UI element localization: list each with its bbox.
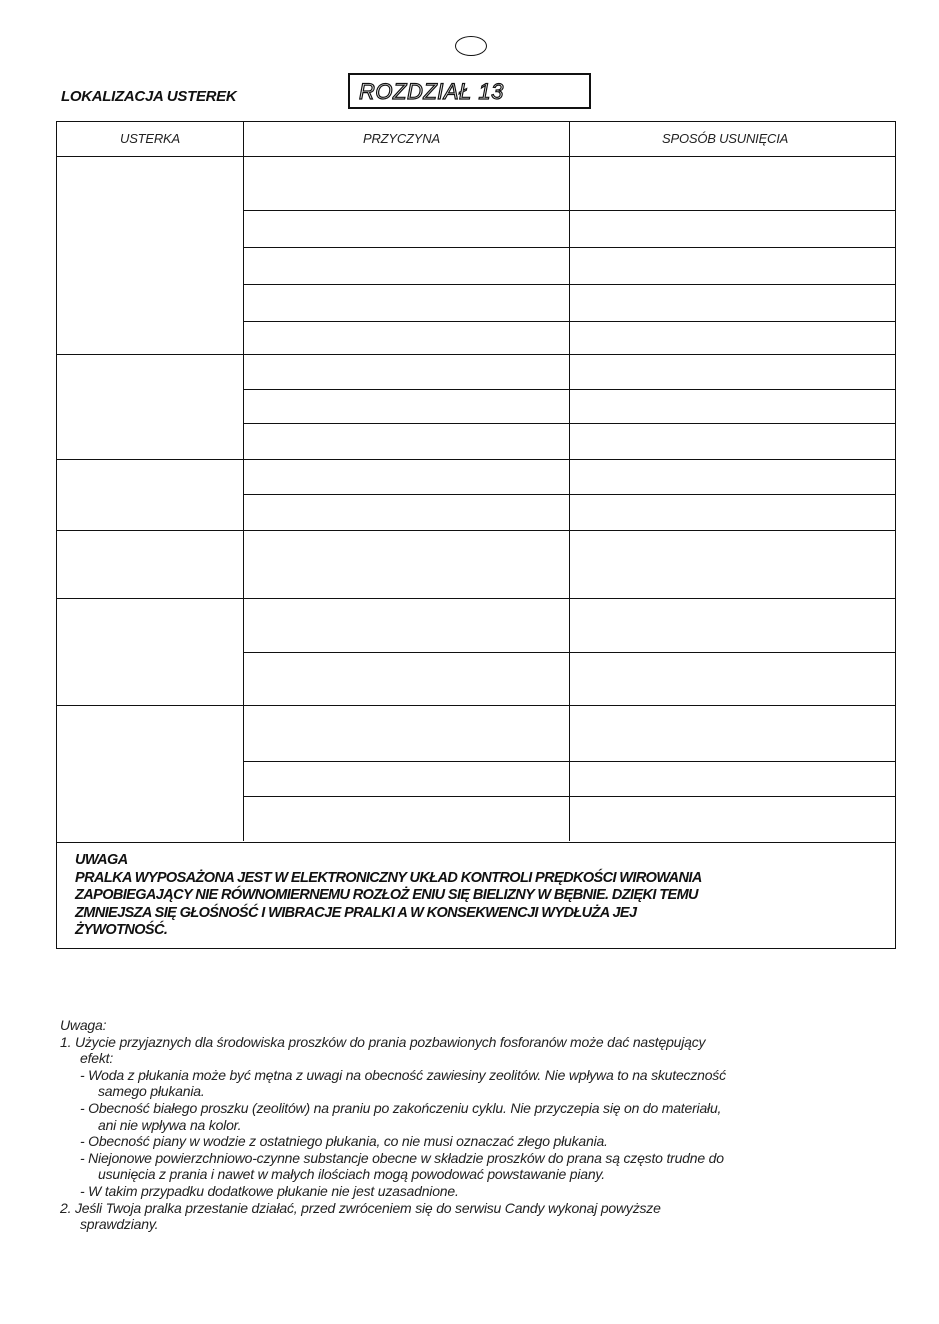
- group-separator: [56, 459, 896, 460]
- note-line: - Obecność piany w wodzie z ostatniego płukania, co nie musi oznaczać złego płukania.: [80, 1133, 608, 1150]
- notes-heading: Uwaga:: [60, 1017, 107, 1033]
- column-divider: [569, 121, 570, 841]
- group-separator: [56, 705, 896, 706]
- warning-line: ŻYWOTNOŚĆ.: [75, 922, 168, 938]
- row-separator: [243, 389, 896, 390]
- group-separator: [56, 842, 896, 843]
- note-line: efekt:: [80, 1050, 114, 1067]
- column-header-przyczyna: PRZYCZYNA: [363, 131, 440, 146]
- row-separator: [243, 423, 896, 424]
- row-separator: [243, 247, 896, 248]
- row-separator: [243, 652, 896, 653]
- row-separator: [243, 210, 896, 211]
- chapter-box: [348, 73, 591, 109]
- row-separator: [243, 321, 896, 322]
- warning-block: [75, 852, 875, 940]
- note-line: 2. Jeśli Twoja pralka przestanie działać, przed zwróceniem się do serwisu Candy wykonaj powyższe: [60, 1199, 661, 1216]
- note-line: samego płukania.: [98, 1083, 205, 1100]
- row-separator: [243, 494, 896, 495]
- warning-heading: UWAGA: [75, 852, 128, 868]
- note-line: sprawdziany.: [80, 1216, 159, 1233]
- group-separator: [56, 354, 896, 355]
- group-separator: [56, 530, 896, 531]
- note-line: usunięcia z prania i nawet w małych ilościach mogą powodować powstawanie piany.: [98, 1166, 605, 1183]
- note-line: - Woda z płukania może być mętna z uwagi na obecność zawiesiny zeolitów. Nie wpływa to na skuteczność: [80, 1066, 726, 1083]
- warning-line: ZMNIEJSZA SIĘ GŁOŚNOŚĆ I WIBRACJE PRALKI A W KONSEKWENCJI WYDŁUŻA JEJ: [75, 904, 637, 921]
- row-separator: [243, 796, 896, 797]
- group-separator: [56, 598, 896, 599]
- column-divider: [243, 121, 244, 841]
- row-separator: [243, 761, 896, 762]
- language-marker: [455, 36, 487, 56]
- header-separator: [56, 156, 896, 157]
- chapter-label: ROZDZIAŁ 13: [359, 79, 504, 104]
- warning-line: ZAPOBIEGAJĄCY NIE RÓWNOMIERNEMU ROZŁOŻ ENIU SIĘ BIELIZNY W BĘBNIE. DZIĘKI TEMU: [75, 887, 698, 903]
- troubleshooting-table: [56, 121, 896, 949]
- note-line: - Niejonowe powierzchniowo-czynne substancje obecne w składzie proszków do prana są często trudne do: [80, 1149, 724, 1166]
- note-line: - W takim przypadku dodatkowe płukanie nie jest uzasadnione.: [80, 1182, 459, 1199]
- section-title: LOKALIZACJA USTEREK: [61, 88, 237, 105]
- row-separator: [243, 284, 896, 285]
- column-header-sposob-usuniecia: SPOSÓB USUNIĘCIA: [662, 131, 789, 146]
- note-line: ani nie wpływa na kolor.: [98, 1116, 242, 1133]
- column-header-usterka: USTERKA: [120, 131, 181, 146]
- notes-block: [60, 1017, 900, 1233]
- warning-line: PRALKA WYPOSAŻONA JEST W ELEKTRONICZNY UKŁAD KONTROLI PRĘDKOŚCI WIROWANIA: [75, 869, 702, 886]
- note-line: 1. Użycie przyjaznych dla środowiska proszków do prania pozbawionych fosforanów może dać następujący: [60, 1033, 706, 1050]
- note-line: - Obecność białego proszku (zeolitów) na praniu po zakończeniu cyklu. Nie przyczepia się on do materiału,: [80, 1099, 722, 1116]
